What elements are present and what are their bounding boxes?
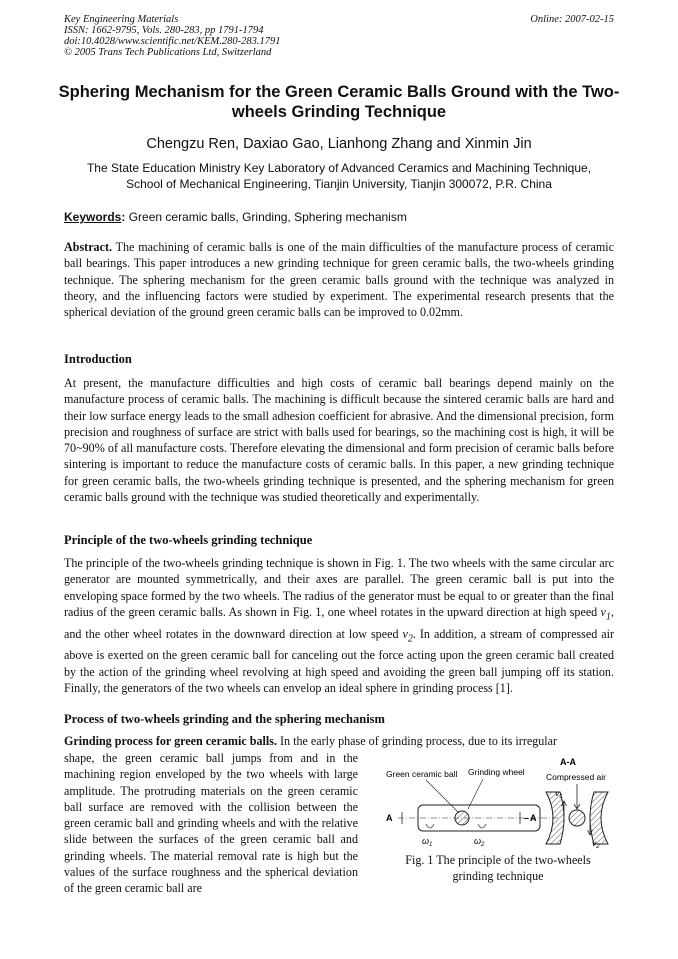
online-date: Online: 2007-02-15 [530, 14, 614, 25]
issn-line: ISSN: 1662-9795, Vols. 280-283, pp 1791-1794 [64, 25, 264, 36]
keywords-label: Keywords [64, 210, 122, 224]
affiliation-line-1: The State Education Ministry Key Laboratory of Advanced Ceramics and Machining Technique, [86, 161, 592, 175]
label-omega2: $\omega_2$ [474, 836, 485, 848]
speed-v1: $v_1$ [600, 604, 611, 623]
speed-v2: $v_2$ [402, 626, 413, 644]
figure-caption [374, 852, 622, 884]
introduction-text: At present, the manufacture difficulties and high costs of ceramic ball bearings depend mainly on the manufacture process of ceramic balls. The machining is difficult because the sintered ceramic balls are hard and their low surface energy leads to the small adhesion coefficient for abrasive. And the dimensional precision, form precision and roughness of surface are strict with balls used for bearings, so the machining cost is high, it will be 70~90% of all manufacture costs. Therefore elevating the dimensional and form precision of ceramic balls before sintering is important to reduce the manufacture costs of ceramic balls. In this paper, a new grinding technique for green ceramic balls, the two-wheels grinding technique is presented, and the sphering mechanism for green ceramic balls ground with the technique was studied theoretically and experimentally. [64, 376, 614, 505]
running-header [64, 14, 281, 58]
label-omega1: $\omega_1$ [422, 836, 433, 848]
abstract-label: Abstract. [64, 240, 113, 254]
journal-name: Key Engineering Materials [64, 14, 179, 25]
process-heading: Process of two-wheels grinding and the sphering mechanism [64, 712, 385, 726]
affiliation [60, 160, 618, 192]
affiliation-line-2: School of Mechanical Engineering, Tianjin University, Tianjin 300072, P.R. China [126, 177, 552, 191]
green-ball-front [455, 811, 469, 825]
process-intro: Grinding process for green ceramic balls. In the early phase of grinding process, due to its irregular [64, 734, 558, 748]
abstract-text: The machining of ceramic balls is one of the main difficulties of the manufacture process of ceramic ball bearings. This paper introduces a new grinding technique for green ceramic balls, the two-wheels grinding technique. The sphering mechanism for the green ceramic balls ground with the technique was analyzed in theory, and the influencing factors were studied by experiment. The experimental research presents that the spherical deviation of the ground green ceramic balls can be improved to 0.02mm. [64, 240, 614, 320]
two-wheels-diagram [382, 752, 614, 854]
label-a-left: A [386, 813, 393, 823]
principle-text: The principle of the two-wheels grinding technique is shown in Fig. 1. The two wheels with the same circular arc generator are mounted symmetrically, and their axes are parallel. The green ceramic ball is put into the enveloping space formed by the two wheels. The radius of the generator must be equal to or greater than the final radius of the green ceramic balls. As shown in Fig. 1, one wheel rotates in the upward direction at high speed $v_1$, and the other wheel rotates in the downward direction at low speed $v_2$. In addition, a stream of compressed air above is exerted on the green ceramic ball for canceling out the force acting upon the green ceramic ball created by the action of the grinding wheel revolving at high speed and avoiding the green ball jumping off its station. Finally, the generators of the two wheels can envelop an ideal sphere in grinding process [1]. [64, 556, 614, 695]
svg-text:–: – [524, 813, 530, 823]
author-list: Chengzu Ren, Daxiao Gao, Lianhong Zhang and Xinmin Jin [146, 136, 532, 152]
label-v2: $v_2$ [592, 838, 600, 850]
process-text: shape, the green ceramic ball jumps from and in the machining region enveloped by the two wheels with large amplitude. The protruding materials on the green ceramic ball surface are removed with the collision between the green ceramic ball and grinding wheels and with the relative slide between the surfaces of the green ceramic ball and grinding wheels. The material removal rate is high but the values of the surface roughness and the spherical deviation of the green ceramic ball are [64, 751, 358, 896]
keywords: Keywords: Green ceramic balls, Grinding, Sphering mechanism [64, 210, 407, 224]
green-ball-section [569, 810, 585, 826]
abstract [64, 239, 614, 320]
label-grinding-wheel: Grinding wheel [468, 767, 525, 777]
copyright-line: © 2005 Trans Tech Publications Ltd, Switzerland [64, 47, 272, 58]
principle-heading: Principle of the two-wheels grinding technique [64, 533, 313, 547]
keywords-text: Green ceramic balls, Grinding, Sphering mechanism [128, 210, 407, 224]
doi-line[interactable]: doi:10.4028/www.scientific.net/KEM.280-283.1791 [64, 36, 281, 47]
process-subheading: Grinding process for green ceramic balls. [64, 734, 277, 748]
caption-line-1: Fig. 1 The principle of the two-wheels [405, 853, 591, 867]
wheel-right-section [590, 792, 608, 844]
label-v1: $v_1$ [555, 788, 563, 800]
label-compressed-air: Compressed air [546, 772, 606, 782]
label-a-right: A [530, 813, 537, 823]
caption-line-2: grinding technique [452, 869, 544, 883]
introduction-heading: Introduction [64, 352, 132, 366]
paper-title: Sphering Mechanism for the Green Ceramic Balls Ground with the Two-wheels Grinding Technique [58, 83, 620, 121]
label-section-aa: A-A [560, 757, 576, 767]
figure-1 [382, 752, 614, 854]
label-green-ball: Green ceramic ball [386, 769, 458, 779]
